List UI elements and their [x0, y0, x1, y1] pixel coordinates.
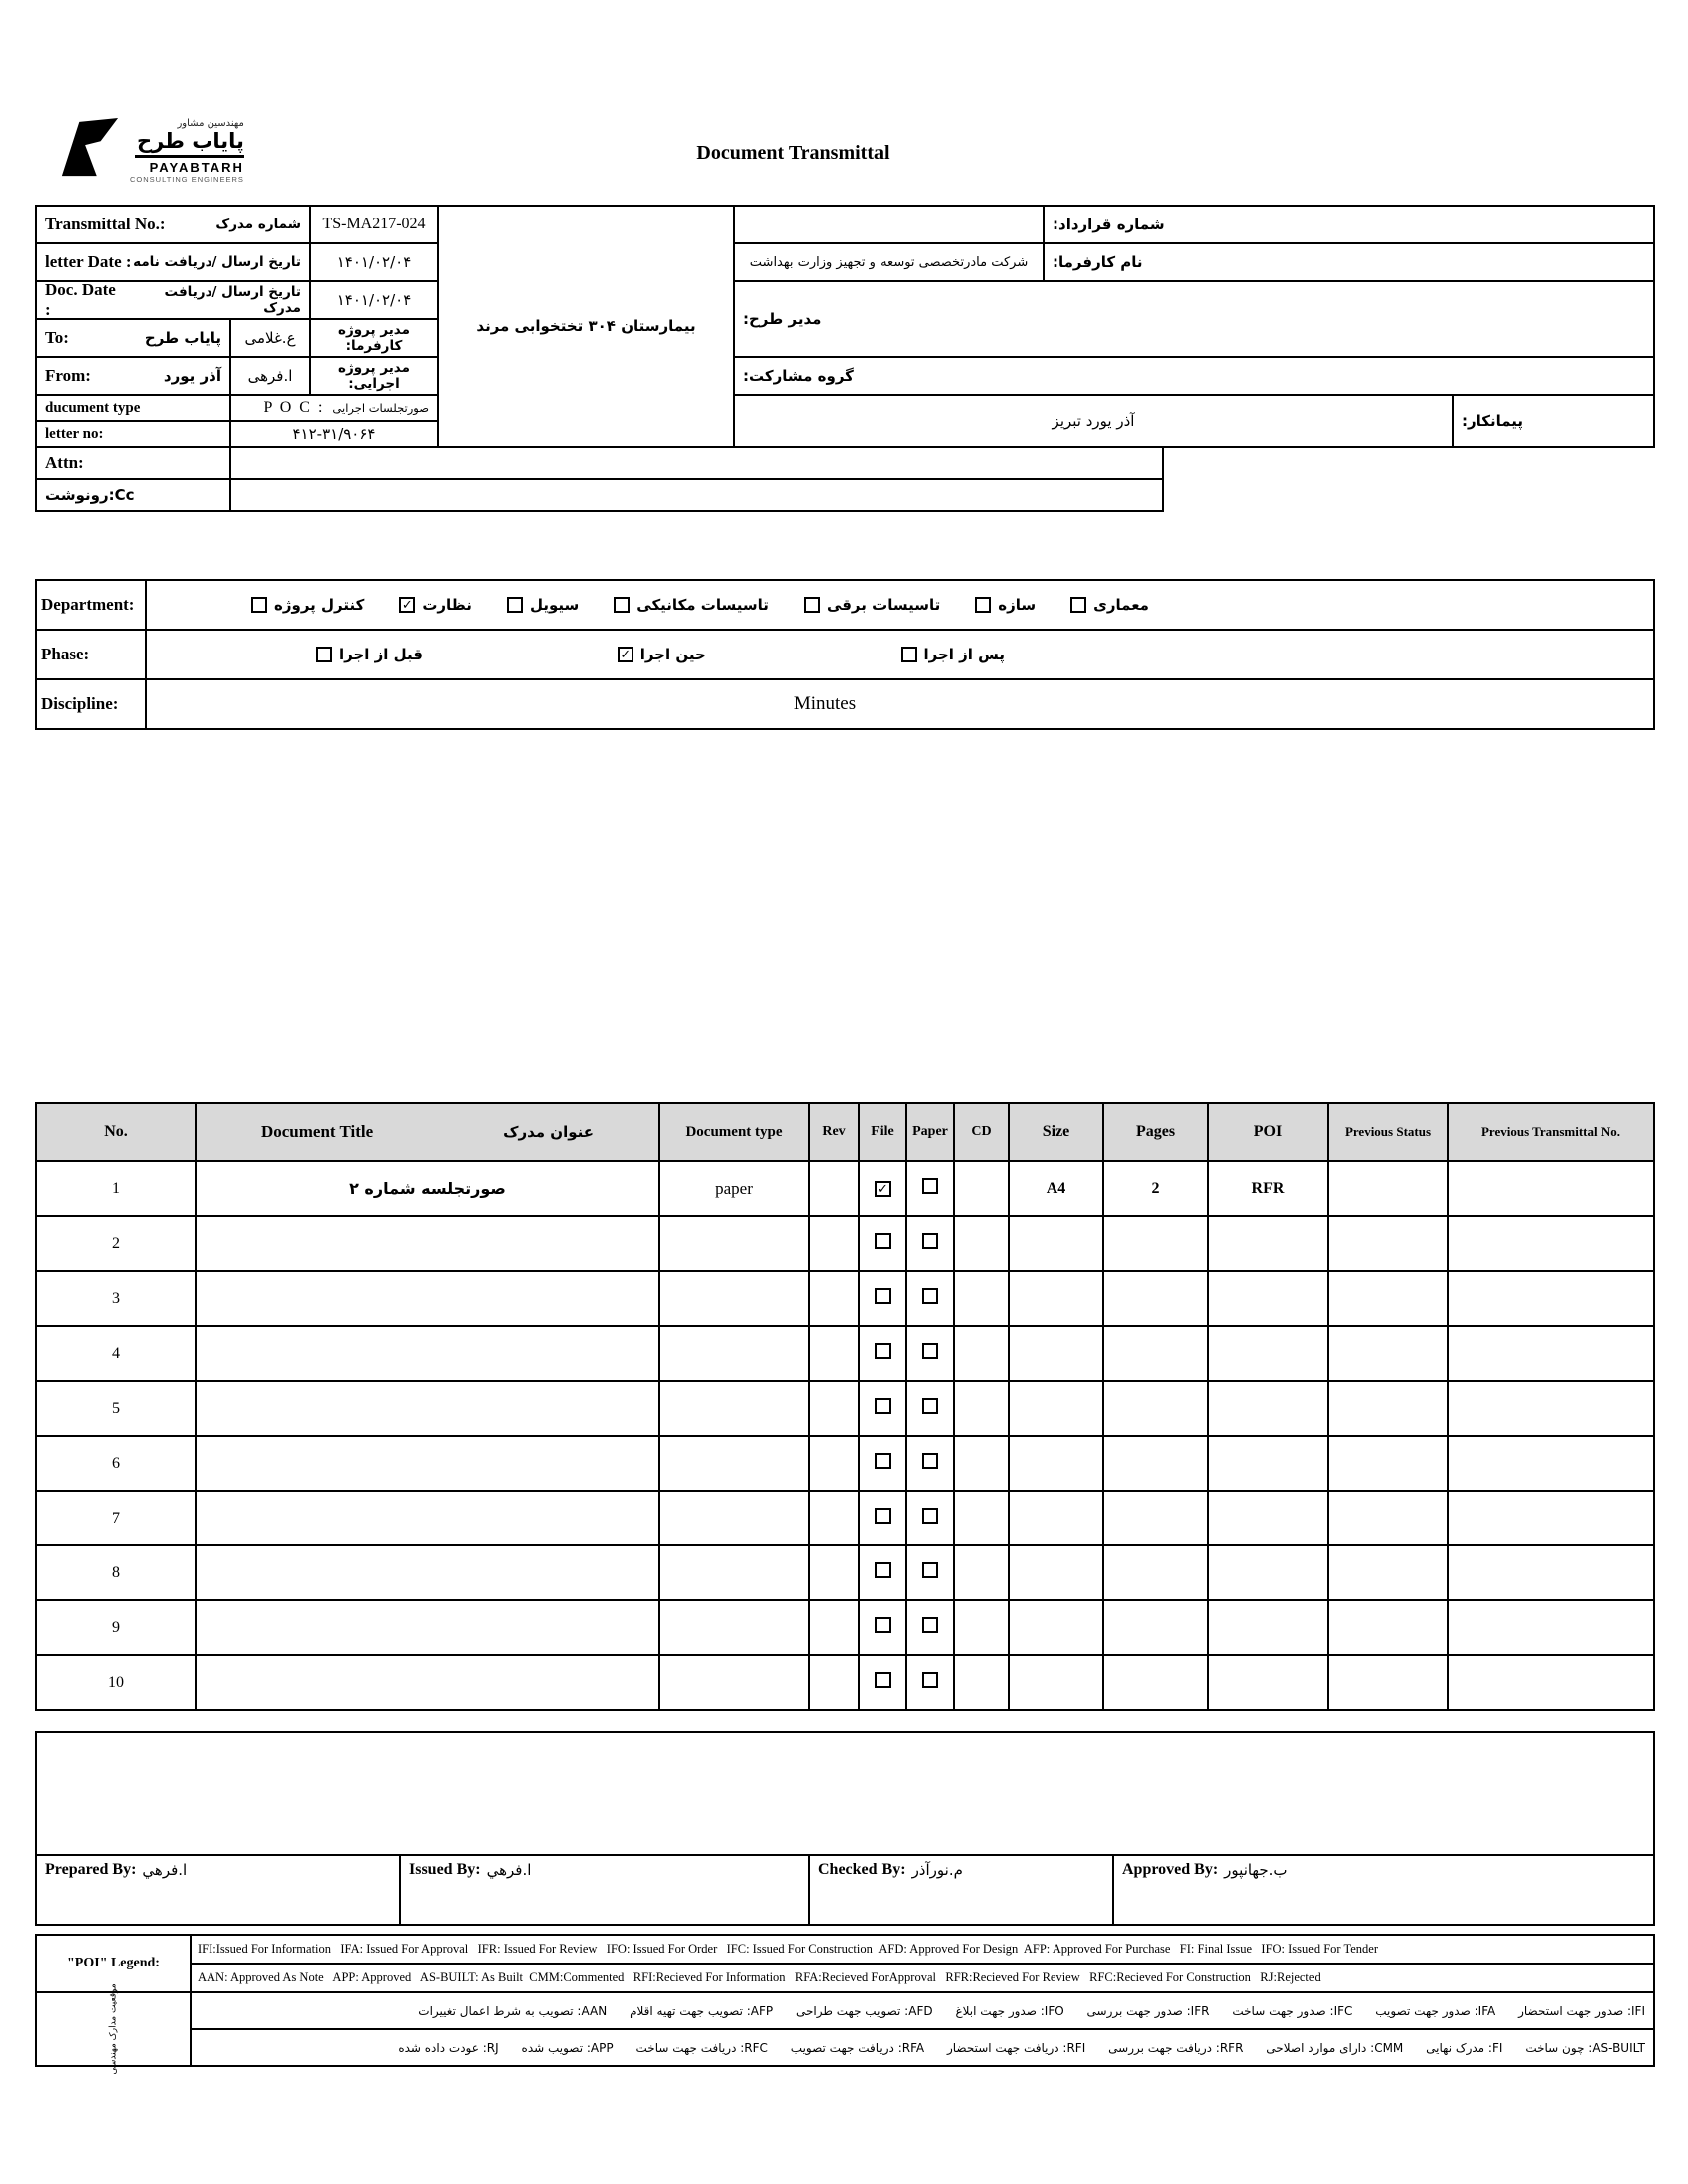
- contractor-label: پیمانکار:: [1452, 394, 1655, 448]
- logo-fa-tagline: مهندسین مشاور: [177, 118, 244, 129]
- row-title: [196, 1545, 659, 1600]
- row-poi: [1208, 1326, 1328, 1381]
- issued-by-cell[interactable]: [399, 1854, 810, 1926]
- exec-pm-name[interactable]: ا.فرهی: [229, 356, 311, 396]
- row-doc-type: paper: [659, 1161, 809, 1216]
- poi-legend-row-1: IFI:Issued For Information IFA: Issued For Approval IFR: Issued For Review IFO: Issued For Order IFC: Issued For Construction AFD: Approved For Design AFP: Approved For Purchase FI: Final Issue IFO: Issued For Tender: [190, 1934, 1655, 1965]
- phase-options: [145, 629, 1655, 680]
- row-prev-status: [1328, 1655, 1448, 1710]
- to-value[interactable]: پایاب طرح: [144, 329, 221, 347]
- row-rev: [809, 1381, 859, 1436]
- col-cd: CD: [954, 1103, 1009, 1161]
- paper-checkbox[interactable]: [922, 1672, 938, 1688]
- row-paper: [906, 1381, 954, 1436]
- letter-date-label-fa: تاریخ ارسال /دریافت نامه: [133, 254, 301, 270]
- file-checkbox[interactable]: [875, 1508, 891, 1524]
- contract-no-label: شماره قرارداد:: [1043, 205, 1655, 244]
- contractor-value[interactable]: آذر یورد تبریز: [733, 394, 1454, 448]
- row-poi: [1208, 1655, 1328, 1710]
- table-row: [36, 1436, 1654, 1491]
- row-poi: [1208, 1491, 1328, 1545]
- row-doc-type: [659, 1545, 809, 1600]
- row-rev: [809, 1216, 859, 1271]
- file-checkbox[interactable]: [875, 1453, 891, 1469]
- row-doc-type: [659, 1326, 809, 1381]
- department-option: [1070, 596, 1149, 614]
- row-size: [1009, 1491, 1103, 1545]
- file-checkbox[interactable]: [875, 1288, 891, 1304]
- row-pages: [1103, 1381, 1208, 1436]
- row-title: [196, 1491, 659, 1545]
- phase-option: [618, 646, 706, 663]
- row-file: [859, 1436, 906, 1491]
- row-poi: RFR: [1208, 1161, 1328, 1216]
- table-header-row: [36, 1103, 1654, 1161]
- row-poi: [1208, 1436, 1328, 1491]
- document-table: [35, 1102, 1655, 1711]
- row-title: [196, 1271, 659, 1326]
- row-no: 5: [36, 1381, 196, 1436]
- col-poi: POI: [1208, 1103, 1328, 1161]
- row-poi: [1208, 1271, 1328, 1326]
- col-title-en: Document Title: [260, 1122, 374, 1141]
- prepared-by-cell[interactable]: [35, 1854, 401, 1926]
- row-prev-transmittal: [1448, 1161, 1654, 1216]
- cc-label: رونوشت:Cc: [35, 478, 231, 512]
- row-rev: [809, 1655, 859, 1710]
- prepared-by-label: Prepared By:: [45, 1861, 137, 1878]
- row-cd: [954, 1600, 1009, 1655]
- issued-by-label: Issued By:: [409, 1861, 481, 1878]
- row-rev: [809, 1161, 859, 1216]
- project-name: بیمارستان ۳۰۴ تختخوابی مرند: [437, 205, 735, 448]
- row-prev-transmittal: [1448, 1545, 1654, 1600]
- partnership-group-label: گروه مشارکت:: [733, 356, 1655, 396]
- row-size: [1009, 1655, 1103, 1710]
- from-value[interactable]: آذر یورد: [163, 367, 221, 385]
- row-title: [196, 1436, 659, 1491]
- row-paper: [906, 1436, 954, 1491]
- row-doc-type: [659, 1271, 809, 1326]
- row-file: [859, 1491, 906, 1545]
- row-pages: [1103, 1271, 1208, 1326]
- row-file: [859, 1600, 906, 1655]
- paper-checkbox[interactable]: [922, 1178, 938, 1194]
- row-pages: [1103, 1436, 1208, 1491]
- department-option: [507, 596, 579, 614]
- col-title-fa: عنوان مدرک: [503, 1123, 595, 1141]
- row-rev: [809, 1545, 859, 1600]
- row-title: [196, 1216, 659, 1271]
- document-type-value-fa: صورتجلسات اجرایی: [332, 401, 429, 415]
- row-prev-status: [1328, 1271, 1448, 1326]
- document-type-value-cell: [229, 394, 439, 422]
- checked-by-cell[interactable]: [808, 1854, 1114, 1926]
- row-paper: [906, 1216, 954, 1271]
- department-checkbox-4[interactable]: [804, 597, 820, 613]
- transmittal-no-label-fa: شماره مدرک: [215, 217, 301, 232]
- poi-legend-row-fa-2: AS-BUILT: چون ساخت FI: مدرک نهایی CMM: دارای موارد اصلاحی RFR: دریافت جهت بررسی RFI: دریافت جهت استحضار RFA: دریافت جهت تصویب RFC: دریافت جهت ساخت APP: تصویب شده RJ: عودت داده شده: [190, 2028, 1655, 2067]
- letter-date-value[interactable]: ۱۴۰۱/۰۲/۰۴: [309, 242, 439, 282]
- phase-label: Phase:: [35, 629, 147, 680]
- logo-en-name: PAYABTARH: [149, 160, 244, 175]
- phase-option-label: قبل از اجرا: [339, 646, 423, 663]
- row-title: [196, 1600, 659, 1655]
- col-pages: Pages: [1103, 1103, 1208, 1161]
- row-no: 2: [36, 1216, 196, 1271]
- row-doc-type: [659, 1381, 809, 1436]
- table-row: [36, 1216, 1654, 1271]
- row-prev-status: [1328, 1545, 1448, 1600]
- row-paper: [906, 1326, 954, 1381]
- department-option-label: تاسیسات مکانیکی: [636, 596, 769, 614]
- table-row: [36, 1545, 1654, 1600]
- row-file: [859, 1216, 906, 1271]
- row-title: صورتجلسه شماره ۲: [196, 1161, 659, 1216]
- department-option-label: تاسیسات برقی: [826, 596, 941, 614]
- row-cd: [954, 1381, 1009, 1436]
- row-size: [1009, 1271, 1103, 1326]
- row-prev-transmittal: [1448, 1600, 1654, 1655]
- phase-option-label: پس از اجرا: [923, 646, 1005, 663]
- row-size: A4: [1009, 1161, 1103, 1216]
- client-name-value[interactable]: شرکت مادرتخصصی توسعه و تجهیز وزارت بهداشت: [733, 242, 1045, 282]
- issued-by-name: ا.فرهي: [486, 1861, 532, 1879]
- table-row: [36, 1161, 1654, 1216]
- department-checkbox-2[interactable]: [507, 597, 523, 613]
- legend-side-label: موقعیت مدارک مهندسی: [108, 1983, 119, 2075]
- to-field: [35, 318, 231, 358]
- document-type-label: ducument type: [35, 394, 231, 422]
- paper-checkbox[interactable]: [922, 1617, 938, 1633]
- from-field: [35, 356, 231, 396]
- department-option-label: نظارت: [422, 596, 472, 614]
- remarks-area[interactable]: [35, 1731, 1655, 1856]
- row-no: 3: [36, 1271, 196, 1326]
- row-pages: [1103, 1491, 1208, 1545]
- col-doc-type: Document type: [659, 1103, 809, 1161]
- row-cd: [954, 1216, 1009, 1271]
- checked-by-name: م.نورآذر: [911, 1861, 963, 1879]
- row-pages: [1103, 1326, 1208, 1381]
- attn-value[interactable]: [229, 446, 1164, 480]
- row-no: 4: [36, 1326, 196, 1381]
- row-poi: [1208, 1600, 1328, 1655]
- row-pages: [1103, 1600, 1208, 1655]
- col-rev: Rev: [809, 1103, 859, 1161]
- row-rev: [809, 1600, 859, 1655]
- row-cd: [954, 1436, 1009, 1491]
- row-rev: [809, 1436, 859, 1491]
- file-checkbox[interactable]: [875, 1343, 891, 1359]
- department-checkbox-5[interactable]: [975, 597, 991, 613]
- paper-checkbox[interactable]: [922, 1508, 938, 1524]
- transmittal-no-label-en: Transmittal No.:: [45, 215, 166, 233]
- phase-checkbox-1[interactable]: [618, 647, 633, 662]
- row-poi: [1208, 1545, 1328, 1600]
- transmittal-no-value[interactable]: TS-MA217-024: [309, 205, 439, 244]
- department-option-label: کنترل پروژه: [274, 596, 365, 614]
- row-no: 7: [36, 1491, 196, 1545]
- row-cd: [954, 1491, 1009, 1545]
- department-option: [251, 596, 364, 614]
- page-title: Document Transmittal: [696, 142, 890, 164]
- row-title: [196, 1326, 659, 1381]
- poi-legend-row-fa-1: IFI: صدور جهت استحضار IFA: صدور جهت تصویب IFC: صدور جهت ساخت IFR: صدور جهت بررسی IFO: صدور جهت ابلاغ AFD: تصویب جهت طراحی AFP: تصویب جهت تهیه اقلام AAN: تصویب به شرط اعمال تغییرات: [190, 1991, 1655, 2030]
- row-prev-status: [1328, 1491, 1448, 1545]
- row-no: 1: [36, 1161, 196, 1216]
- logo-fa-name: پایاب طرح: [136, 129, 244, 153]
- paper-checkbox[interactable]: [922, 1288, 938, 1304]
- file-checkbox[interactable]: [875, 1562, 891, 1578]
- file-checkbox[interactable]: [875, 1617, 891, 1633]
- col-previous-status: Previous Status: [1328, 1103, 1448, 1161]
- file-checkbox[interactable]: [875, 1398, 891, 1414]
- department-options: [145, 579, 1655, 631]
- contract-no-value[interactable]: [733, 205, 1045, 244]
- row-size: [1009, 1545, 1103, 1600]
- row-title: [196, 1381, 659, 1436]
- doc-date-label-en: Doc. Date :: [45, 280, 116, 319]
- approved-by-name: ب.جهانپور: [1224, 1861, 1288, 1879]
- client-pm-role-label: مدیر پروژه کارفرما:: [309, 318, 439, 358]
- department-checkbox-3[interactable]: [614, 597, 630, 613]
- file-checkbox[interactable]: [875, 1181, 891, 1197]
- letter-date-label: [35, 242, 311, 282]
- table-row: [36, 1491, 1654, 1545]
- row-no: 10: [36, 1655, 196, 1710]
- phase-checkbox-0[interactable]: [316, 647, 332, 662]
- department-label: Department:: [35, 579, 147, 631]
- department-checkbox-6[interactable]: [1070, 597, 1086, 613]
- row-prev-status: [1328, 1381, 1448, 1436]
- row-pages: [1103, 1545, 1208, 1600]
- row-size: [1009, 1381, 1103, 1436]
- row-prev-status: [1328, 1216, 1448, 1271]
- row-rev: [809, 1491, 859, 1545]
- row-no: 6: [36, 1436, 196, 1491]
- table-row: [36, 1381, 1654, 1436]
- row-file: [859, 1545, 906, 1600]
- row-doc-type: [659, 1655, 809, 1710]
- row-prev-status: [1328, 1600, 1448, 1655]
- transmittal-no-label: [35, 205, 311, 244]
- row-cd: [954, 1271, 1009, 1326]
- col-title: [196, 1103, 659, 1161]
- row-size: [1009, 1326, 1103, 1381]
- checked-by-label: Checked By:: [818, 1861, 906, 1878]
- table-row: [36, 1326, 1654, 1381]
- row-doc-type: [659, 1491, 809, 1545]
- department-option: [975, 596, 1036, 614]
- row-prev-transmittal: [1448, 1326, 1654, 1381]
- row-cd: [954, 1326, 1009, 1381]
- row-rev: [809, 1326, 859, 1381]
- row-doc-type: [659, 1216, 809, 1271]
- department-option: [614, 596, 769, 614]
- row-prev-transmittal: [1448, 1491, 1654, 1545]
- phase-checkbox-2[interactable]: [901, 647, 917, 662]
- letter-no-value[interactable]: ۴۱۲-۳۱/۹۰۶۴: [229, 420, 439, 448]
- row-cd: [954, 1655, 1009, 1710]
- row-file: [859, 1271, 906, 1326]
- row-file: [859, 1381, 906, 1436]
- col-paper: Paper: [906, 1103, 954, 1161]
- from-label: From:: [45, 366, 91, 385]
- row-paper: [906, 1655, 954, 1710]
- row-file: [859, 1655, 906, 1710]
- department-option: [399, 596, 472, 614]
- row-prev-transmittal: [1448, 1271, 1654, 1326]
- department-option-label: سازه: [998, 596, 1037, 614]
- row-paper: [906, 1600, 954, 1655]
- doc-date-label: [35, 280, 311, 320]
- row-prev-status: [1328, 1326, 1448, 1381]
- paper-checkbox[interactable]: [922, 1343, 938, 1359]
- col-file: File: [859, 1103, 906, 1161]
- legend-side-label-cell: [35, 1983, 192, 2075]
- letter-date-label-en: letter Date :: [45, 252, 132, 271]
- row-size: [1009, 1216, 1103, 1271]
- exec-pm-role-label: مدیر پروژه اجرایی:: [309, 356, 439, 396]
- row-paper: [906, 1161, 954, 1216]
- row-size: [1009, 1600, 1103, 1655]
- row-paper: [906, 1271, 954, 1326]
- row-pages: 2: [1103, 1161, 1208, 1216]
- row-doc-type: [659, 1600, 809, 1655]
- row-poi: [1208, 1381, 1328, 1436]
- document-type-value[interactable]: P O C :: [263, 399, 325, 416]
- row-prev-status: [1328, 1436, 1448, 1491]
- row-file: [859, 1161, 906, 1216]
- doc-date-value[interactable]: ۱۴۰۱/۰۲/۰۴: [309, 280, 439, 320]
- file-checkbox[interactable]: [875, 1233, 891, 1249]
- poi-legend-row-2: AAN: Approved As Note APP: Approved AS-BUILT: As Built CMM:Commented RFI:Recieved For Information RFA:Recieved ForApproval RFR:Recieved For Review RFC:Recieved For Construction RJ:Rejected: [190, 1963, 1655, 1993]
- table-row: [36, 1655, 1654, 1710]
- col-no: No.: [36, 1103, 196, 1161]
- approved-by-label: Approved By:: [1122, 1861, 1219, 1878]
- client-name-label: نام کارفرما:: [1043, 242, 1655, 282]
- department-option: [804, 596, 940, 614]
- row-no: 8: [36, 1545, 196, 1600]
- row-size: [1009, 1436, 1103, 1491]
- logo-en-tagline: CONSULTING ENGINEERS: [130, 175, 244, 184]
- phase-option-label: حین اجرا: [639, 646, 706, 663]
- col-size: Size: [1009, 1103, 1103, 1161]
- to-label: To:: [45, 328, 69, 347]
- design-manager-label: مدیر طرح:: [733, 280, 1655, 358]
- row-prev-transmittal: [1448, 1655, 1654, 1710]
- col-previous-transmittal: Previous Transmittal No.: [1448, 1103, 1654, 1161]
- row-prev-transmittal: [1448, 1436, 1654, 1491]
- discipline-label: Discipline:: [35, 678, 147, 730]
- row-rev: [809, 1271, 859, 1326]
- paper-checkbox[interactable]: [922, 1398, 938, 1414]
- poi-legend-label: "POI" Legend:: [35, 1934, 192, 1993]
- row-pages: [1103, 1216, 1208, 1271]
- discipline-value[interactable]: Minutes: [145, 678, 1655, 730]
- row-pages: [1103, 1655, 1208, 1710]
- row-prev-transmittal: [1448, 1216, 1654, 1271]
- paper-checkbox[interactable]: [922, 1562, 938, 1578]
- row-file: [859, 1326, 906, 1381]
- department-checkbox-1[interactable]: [399, 597, 415, 613]
- row-no: 9: [36, 1600, 196, 1655]
- row-cd: [954, 1161, 1009, 1216]
- file-checkbox[interactable]: [875, 1672, 891, 1688]
- table-row: [36, 1271, 1654, 1326]
- row-title: [196, 1655, 659, 1710]
- department-option-label: معماری: [1093, 596, 1149, 614]
- row-poi: [1208, 1216, 1328, 1271]
- cc-value[interactable]: [229, 478, 1164, 512]
- row-paper: [906, 1491, 954, 1545]
- row-prev-transmittal: [1448, 1381, 1654, 1436]
- table-row: [36, 1600, 1654, 1655]
- phase-option: [316, 646, 423, 663]
- row-paper: [906, 1545, 954, 1600]
- approved-by-cell[interactable]: [1112, 1854, 1655, 1926]
- row-doc-type: [659, 1436, 809, 1491]
- paper-checkbox[interactable]: [922, 1453, 938, 1469]
- prepared-by-name: ا.فرهي: [142, 1861, 188, 1879]
- letter-no-label: letter no:: [35, 420, 231, 448]
- phase-option: [901, 646, 1005, 663]
- row-prev-status: [1328, 1161, 1448, 1216]
- paper-checkbox[interactable]: [922, 1233, 938, 1249]
- row-cd: [954, 1545, 1009, 1600]
- client-pm-name[interactable]: ع.غلامی: [229, 318, 311, 358]
- department-checkbox-0[interactable]: [251, 597, 267, 613]
- department-option-label: سیویل: [529, 596, 580, 614]
- attn-label: Attn:: [35, 446, 231, 480]
- doc-date-label-fa: تاریخ ارسال /دریافت مدرک: [164, 284, 301, 316]
